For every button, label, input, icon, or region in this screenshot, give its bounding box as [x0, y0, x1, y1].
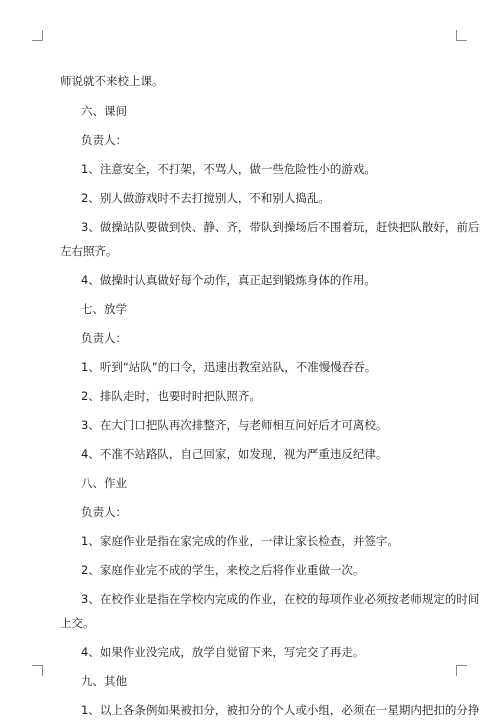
- rule-item: 3、在校作业是指在学校内完成的作业，在校的每项作业必须按老师规定的时间: [81, 592, 480, 606]
- rule-item: 4、做操时认真做好每个动作，真正起到锻炼身体的作用。: [81, 273, 376, 287]
- section-heading-other: 九、其他: [81, 674, 127, 688]
- rule-item: 1、家庭作业是指在家完成的作业，一律让家长检查，并签字。: [81, 534, 399, 548]
- rule-item-continuation: 左右照齐。: [60, 244, 118, 258]
- rule-item: 3、在大门口把队再次排整齐，与老师相互问好后才可离校。: [81, 418, 388, 432]
- section-heading-dismissal: 七、放学: [81, 302, 127, 316]
- crop-mark-top-left: [32, 30, 43, 41]
- rule-item: 2、排队走时，也要时时把队照齐。: [81, 389, 261, 403]
- paragraph-continuation: 师说就不来校上课。: [60, 74, 164, 88]
- rule-item: 1、注意安全，不打架，不骂人，做一些危险性小的游戏。: [81, 162, 376, 176]
- responsible-label: 负责人：: [81, 331, 127, 345]
- crop-mark-top-right: [456, 30, 467, 41]
- document-body: [60, 64, 480, 720]
- section-heading-homework: 八、作业: [81, 476, 127, 490]
- crop-mark-bottom-right: [456, 665, 467, 676]
- rule-item-continuation: 上交。: [60, 616, 95, 630]
- section-heading-break: 六、课间: [81, 104, 127, 118]
- rule-item: 1、听到“站队”的口令，迅速出教室站队，不准慢慢吞吞。: [81, 360, 377, 374]
- crop-mark-bottom-left: [32, 665, 43, 676]
- rule-item: 4、不准不站路队，自己回家，如发现，视为严重违反纪律。: [81, 447, 388, 461]
- responsible-label: 负责人：: [81, 505, 127, 519]
- rule-item: 3、做操站队要做到快、静、齐，带队到操场后不围着玩，赶快把队散好，前后: [81, 220, 480, 234]
- rule-item: 1、以上各条例如果被扣分，被扣分的个人或小组，必须在一星期内把扣的分挣: [81, 703, 480, 717]
- rule-item: 2、家庭作业完不成的学生，来校之后将作业重做一次。: [81, 563, 365, 577]
- responsible-label: 负责人：: [81, 133, 127, 147]
- rule-item: 4、如果作业没完成，放学自觉留下来，写完交了再走。: [81, 645, 365, 659]
- rule-item: 2、别人做游戏时不去打搅别人，不和别人捣乱。: [81, 191, 330, 205]
